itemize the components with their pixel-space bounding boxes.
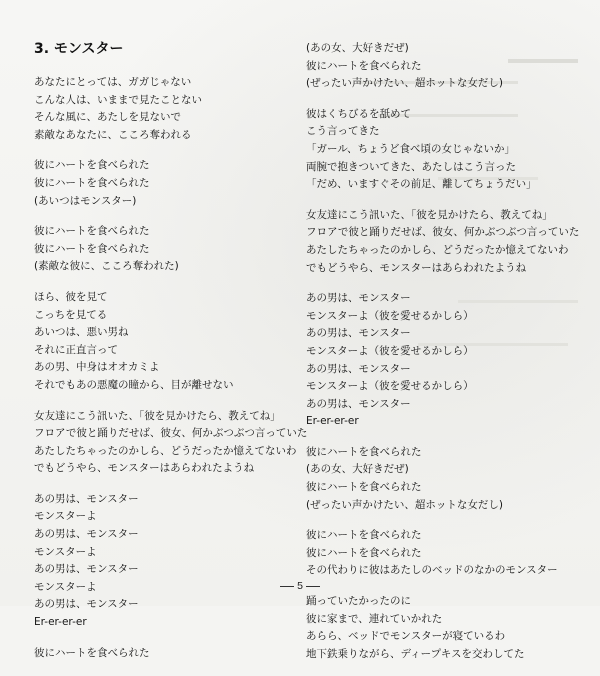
lyric-line: Er-er-er-er bbox=[306, 415, 359, 428]
lyrics-stanza bbox=[34, 223, 294, 276]
lyric-line: (ぜったい声かけたい、超ホットな女だし) bbox=[306, 498, 503, 511]
lyric-line: 彼にハートを食べられた bbox=[34, 242, 150, 255]
lyric-line: フロアで彼と踊りだせば、彼女、何かぶつぶつ言っていた bbox=[34, 427, 308, 440]
lyric-line: 彼にハートを食べられた bbox=[306, 546, 422, 559]
lyrics-stanza bbox=[34, 74, 294, 144]
lyric-line: あたしたちゃったのかしら、どうだったか憶えてないわ bbox=[34, 444, 297, 457]
lyric-line: こっちを見てる bbox=[34, 308, 108, 321]
lyric-line: それに正直言って bbox=[34, 343, 118, 356]
lyric-line: あらら、ベッドでモンスターが寝ているわ bbox=[306, 630, 506, 643]
lyrics-stanza bbox=[34, 645, 294, 663]
lyric-line: 踊っていたかったのに bbox=[306, 595, 411, 608]
lyric-line: モンスターよ（彼を愛せるかしら） bbox=[306, 380, 474, 393]
lyric-line: こう言ってきた bbox=[306, 125, 380, 138]
lyric-line: (ぜったい声かけたい、超ホットな女だし) bbox=[306, 77, 503, 90]
lyric-line: あの男は、モンスター bbox=[306, 362, 411, 375]
lyrics-stanza bbox=[306, 290, 596, 431]
lyric-line: あなたにとっては、ガガじゃない bbox=[34, 76, 192, 88]
lyrics-stanza bbox=[306, 40, 596, 93]
lyrics-stanza bbox=[34, 408, 308, 478]
lyrics-stanza bbox=[34, 289, 294, 395]
lyric-line: あの男は、モンスター bbox=[306, 397, 411, 410]
lyric-line: あの男は、モンスター bbox=[34, 528, 139, 541]
lyric-line: あの男は、モンスター bbox=[306, 292, 411, 305]
lyrics-stanza bbox=[306, 106, 596, 194]
lyric-line: モンスターよ（彼を愛せるかしら） bbox=[306, 344, 474, 357]
lyric-line: 女友達にこう訊いた、「彼を見かけたら、教えてね」 bbox=[34, 409, 281, 422]
lyric-line: 彼はくちびるを舐めて bbox=[306, 107, 411, 120]
lyric-line: 彼にハートを食べられた bbox=[34, 225, 150, 238]
lyrics-stanza bbox=[306, 207, 596, 277]
lyric-line: でもどうやら、モンスターはあらわれたようね bbox=[306, 261, 527, 274]
lyrics-stanza bbox=[34, 157, 294, 210]
lyric-line: 「ガール、ちょうど食べ頃の女じゃないか」 bbox=[306, 142, 515, 155]
lyric-line: あたしたちゃったのかしら、どうだったか憶えてないわ bbox=[306, 243, 569, 256]
lyric-line: でもどうやら、モンスターはあらわれたようね bbox=[34, 462, 255, 475]
lyric-line: モンスターよ bbox=[34, 510, 97, 523]
lyric-line: 地下鉄乗りながら、ディープキスを交わしてた bbox=[306, 647, 525, 660]
lyric-line: モンスターよ（彼を愛せるかしら） bbox=[306, 309, 474, 322]
lyric-line: 彼にハートを食べられた bbox=[34, 646, 150, 659]
lyric-line: ほら、彼を見て bbox=[34, 290, 108, 303]
lyric-line: 彼にハートを食べられた bbox=[34, 159, 150, 172]
lyric-line: 彼に家まで、連れていかれた bbox=[306, 612, 443, 625]
lyrics-stanza bbox=[306, 444, 596, 514]
page-number-dash-right bbox=[306, 586, 320, 587]
lyric-line: あの男は、モンスター bbox=[34, 492, 139, 505]
lyric-line: 素敵なあなたに、こころ奪われる bbox=[34, 128, 192, 141]
lyric-line: 彼にハートを食べられた bbox=[306, 59, 422, 72]
lyric-line: (あの女、大好きだぜ) bbox=[306, 42, 409, 54]
lyric-line: 両腕で抱きついてきた、あたしはこう言った bbox=[306, 160, 516, 173]
lyric-line: モンスターよ bbox=[34, 580, 97, 593]
lyrics-stanza bbox=[306, 527, 596, 580]
song-title: 3. モンスター bbox=[34, 41, 124, 57]
page-number-text: 5 bbox=[297, 580, 303, 592]
lyric-line: モンスターよ bbox=[34, 545, 97, 558]
lyric-line: フロアで彼と踊りだせば、彼女、何かぶつぶつ言っていた bbox=[306, 226, 580, 239]
lyric-line: (あいつはモンスター) bbox=[34, 194, 137, 207]
lyric-line: Er-er-er-er bbox=[34, 616, 87, 629]
lyrics-stanza bbox=[34, 491, 294, 632]
lyric-line: あの男は、モンスター bbox=[34, 563, 139, 576]
lyric-line: そんな風に、あたしを見ないで bbox=[34, 111, 181, 124]
lyrics-stanza bbox=[306, 593, 596, 663]
lyric-line: 彼にハートを食べられた bbox=[306, 529, 422, 542]
lyric-line: 彼にハートを食べられた bbox=[34, 176, 150, 189]
lyric-line: (素敵な彼に、こころ奪われた) bbox=[34, 260, 179, 273]
lyric-line: それでもあの悪魔の瞳から、目が離せない bbox=[34, 378, 234, 391]
page-number-dash-left bbox=[280, 586, 294, 587]
lyric-line: その代わりに彼はあたしのベッドのなかのモンスター bbox=[306, 564, 558, 577]
lyric-line: こんな人は、いままで見たことない bbox=[34, 93, 202, 106]
page-number bbox=[0, 579, 600, 593]
lyric-line: あの男は、モンスター bbox=[306, 327, 411, 340]
lyric-line: 「だめ、いますぐその前足、離してちょうだい」 bbox=[306, 178, 537, 191]
lyric-line: 彼にハートを食べられた bbox=[306, 445, 422, 458]
lyric-line: あの男は、モンスター bbox=[34, 598, 139, 611]
lyric-line: (あの女、大好きだぜ) bbox=[306, 463, 409, 476]
lyric-line: 女友達にこう訊いた、「彼を見かけたら、教えてね」 bbox=[306, 208, 553, 221]
lyric-line: 彼にハートを食べられた bbox=[306, 481, 422, 494]
lyric-line: あいつは、悪い男ね bbox=[34, 326, 129, 339]
lyric-line: あの男、中身はオオカミよ bbox=[34, 361, 160, 374]
